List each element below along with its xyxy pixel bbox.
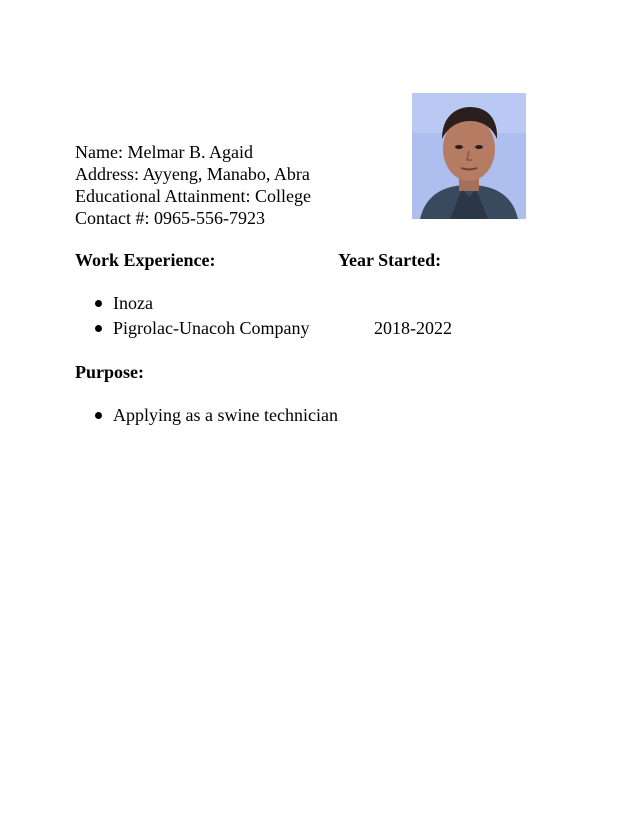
list-item [95, 291, 309, 316]
year-started-heading: Year Started: [338, 250, 442, 270]
list-item [95, 403, 338, 428]
personal-info [75, 141, 311, 229]
bullet-icon [95, 412, 102, 419]
purpose-heading: Purpose: [75, 362, 144, 382]
year-started-value: 2018-2022 [374, 318, 452, 338]
purpose-list [95, 403, 338, 428]
profile-photo [412, 93, 526, 219]
work-experience-heading: Work Experience: [75, 250, 216, 270]
company-name: Inoza [113, 293, 153, 313]
address-line: Address: Ayyeng, Manabo, Abra [75, 164, 310, 184]
name-line: Name: Melmar B. Agaid [75, 142, 253, 162]
bullet-icon [95, 300, 102, 307]
work-experience-list [95, 291, 309, 341]
contact-line: Contact #: 0965-556-7923 [75, 208, 265, 228]
person-photo-icon [412, 93, 526, 219]
purpose-text: Applying as a swine technician [113, 405, 338, 425]
list-item [95, 316, 309, 341]
bullet-icon [95, 325, 102, 332]
education-line: Educational Attainment: College [75, 186, 311, 206]
company-name: Pigrolac-Unacoh Company [113, 318, 310, 338]
